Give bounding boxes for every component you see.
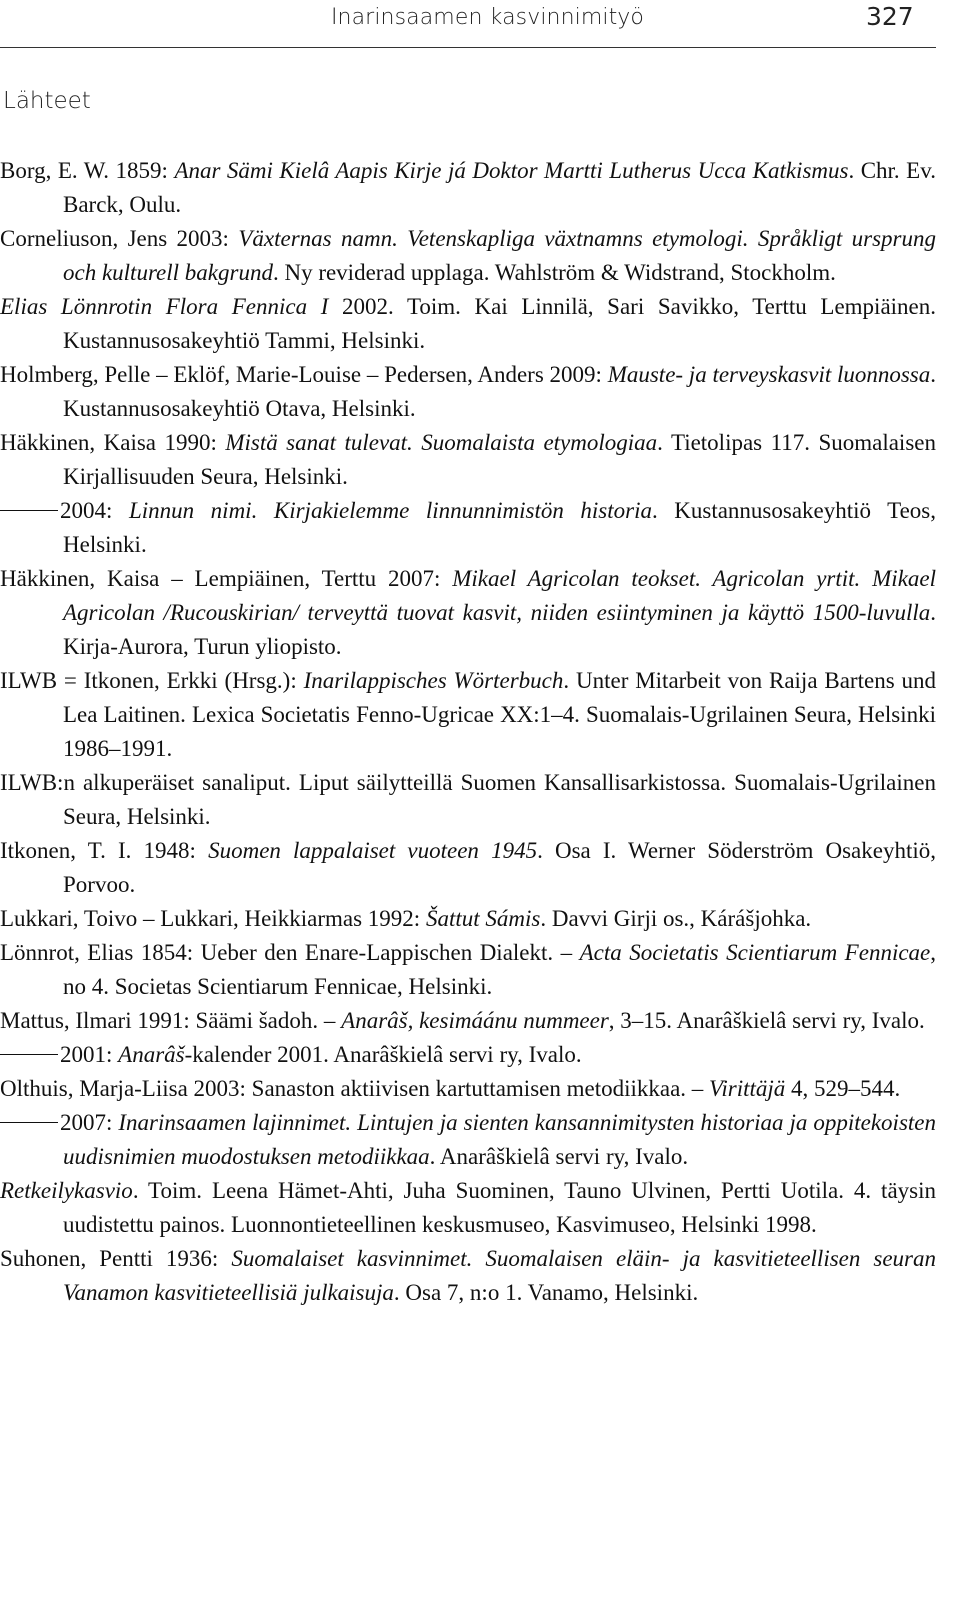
reference-entry (0, 222, 936, 290)
reference-text: Corneliuson, Jens 2003: (0, 226, 239, 251)
reference-entry (0, 1004, 936, 1038)
reference-title: Linnun nimi. Kirjakielemme linnunnimistön historia (128, 498, 652, 523)
reference-title: Växternas namn. Vetenskapliga växtnamns etymologi. Språkligt ursprung och kulturell bakgrund (63, 226, 936, 285)
page-number: 327 (866, 2, 914, 31)
reference-entry (0, 154, 936, 222)
reference-title: Anarâš, kesimáánu nummeer (341, 1008, 609, 1033)
reference-title: Anarâš (118, 1042, 185, 1067)
reference-title: Elias Lönnrotin Flora Fennica I (0, 294, 329, 319)
reference-text: ILWB = Itkonen, Erkki (Hrsg.): (0, 668, 304, 693)
reference-title: Acta Societatis Scientiarum Fennicae (579, 940, 931, 965)
reference-title: Suomen lappalaiset vuoteen 1945 (208, 838, 538, 863)
reference-title: Mikael Agricolan teokset. Agricolan yrtit. Mikael Agricolan /Rucouskirian/ terveyttä tuovat kasvit, niiden esiintyminen ja käyttö 1500-luvulla (63, 566, 937, 625)
reference-entry (0, 834, 936, 902)
reference-text: Olthuis, Marja-Liisa 2003: Sanaston aktiivisen kartuttamisen metodiikkaa. – (0, 1076, 710, 1101)
reference-text: . Toim. Leena Hämet-Ahti, Juha Suominen, Tauno Ulvinen, Pertti Uotila. 4. täysin uudistettu painos. Luonnontieteellinen keskusmuseo, Kasvimuseo, Helsinki 1998. (63, 1178, 936, 1237)
reference-text: 2002. Toim. Kai Linnilä, Sari Savikko, Terttu Lempiäinen. Kustannusosakeyhtiö Tammi, Helsinki. (63, 294, 937, 353)
reference-entry (0, 358, 936, 426)
reference-text: 2007: (60, 1110, 119, 1135)
reference-text: ILWB:n alkuperäiset sanaliput. Liput säilytteillä Suomen Kansallisarkistossa. Suomalais-Ugrilainen Seura, Helsinki. (0, 770, 936, 829)
page-header (0, 0, 960, 48)
reference-title: Inarinsaamen lajinnimet. Lintujen ja sienten kansannimitysten historiaa ja oppitekoisten uudisnimien muodostuksen metodiikkaa (63, 1110, 937, 1169)
reference-entry (0, 664, 936, 766)
header-rule (0, 47, 936, 48)
reference-title: Mistä sanat tulevat. Suomalaista etymologiaa (225, 430, 658, 455)
reference-text: . Chr. Ev. Barck, Oulu. (63, 158, 936, 217)
ditto-dash (0, 1122, 58, 1123)
reference-text: 4, 529–544. (785, 1076, 901, 1101)
reference-text: . Tietolipas 117. Suomalaisen Kirjallisuuden Seura, Helsinki. (63, 430, 936, 489)
reference-text: . Davvi Girji os., Kárášjohka. (540, 906, 812, 931)
reference-text: Mattus, Ilmari 1991: Säämi šadoh. – (0, 1008, 342, 1033)
reference-entry (0, 494, 936, 562)
reference-text: . Unter Mitarbeit von Raija Bartens und Lea Laitinen. Lexica Societatis Fenno-Ugricae XX:1–4. Suomalais-Ugrilainen Seura, Helsinki 1986–1991. (63, 668, 936, 761)
reference-text: Borg, E. W. 1859: (0, 158, 175, 183)
ditto-dash (0, 1054, 58, 1055)
reference-list (0, 154, 936, 1310)
reference-text: . Anarâškielâ servi ry, Ivalo. (429, 1144, 689, 1169)
reference-text: Suhonen, Pentti 1936: (0, 1246, 232, 1271)
reference-text: , 3–15. Anarâškielâ servi ry, Ivalo. (608, 1008, 925, 1033)
reference-title: Virittäjä (709, 1076, 786, 1101)
reference-text: . Ny reviderad upplaga. Wahlström & Widstrand, Stockholm. (272, 260, 836, 285)
reference-title: Inarilappisches Wörterbuch (303, 668, 564, 693)
reference-text: . Kustannusosakeyhtiö Teos, Helsinki. (63, 498, 937, 557)
reference-entry (0, 1072, 936, 1106)
reference-entry (0, 290, 936, 358)
reference-text: Holmberg, Pelle – Eklöf, Marie-Louise – Pedersen, Anders 2009: (0, 362, 608, 387)
reference-text: . Osa I. Werner Söderström Osakeyhtiö, Porvoo. (63, 838, 936, 897)
reference-entry (0, 1174, 936, 1242)
reference-entry (0, 1038, 936, 1072)
reference-text: Lukkari, Toivo – Lukkari, Heikkiarmas 1992: (0, 906, 426, 931)
reference-entry (0, 426, 936, 494)
reference-text: 2001: (60, 1042, 119, 1067)
reference-text: Häkkinen, Kaisa 1990: (0, 430, 226, 455)
running-title: Inarinsaamen kasvinnimityö (330, 5, 644, 30)
reference-text: Itkonen, T. I. 1948: (0, 838, 209, 863)
reference-entry (0, 1106, 936, 1174)
reference-title: Šattut Sámis (425, 906, 541, 931)
reference-entry (0, 902, 936, 936)
reference-text: . Kustannusosakeyhtiö Otava, Helsinki. (63, 362, 937, 421)
reference-text: -kalender 2001. Anarâškielâ servi ry, Ivalo. (184, 1042, 582, 1067)
reference-entry (0, 766, 936, 834)
reference-title: Suomalaiset kasvinnimet. Suomalaisen eläin- ja kasvitieteellisen seuran Vanamon kasvitieteellisiä julkaisuja (63, 1246, 936, 1305)
reference-text: Lönnrot, Elias 1854: Ueber den Enare-Lappischen Dialekt. – (0, 940, 580, 965)
reference-text: . Osa 7, n:o 1. Vanamo, Helsinki. (393, 1280, 699, 1305)
reference-title: Mauste- ja terveyskasvit luonnossa (607, 362, 931, 387)
reference-text: Häkkinen, Kaisa – Lempiäinen, Terttu 2007: (0, 566, 453, 591)
reference-title: Anar Sämi Kielâ Aapis Kirje já Doktor Martti Lutherus Ucca Katkismus (174, 158, 849, 183)
reference-entry (0, 1242, 936, 1310)
ditto-dash (0, 510, 58, 511)
reference-text: 2004: (60, 498, 129, 523)
reference-title: Retkeilykasvio (0, 1178, 133, 1203)
reference-text: , no 4. Societas Scientiarum Fennicae, Helsinki. (63, 940, 937, 999)
reference-entry (0, 936, 936, 1004)
reference-entry (0, 562, 936, 664)
reference-text: . Kirja-Aurora, Turun yliopisto. (63, 600, 936, 659)
section-heading: Lähteet (3, 88, 91, 114)
